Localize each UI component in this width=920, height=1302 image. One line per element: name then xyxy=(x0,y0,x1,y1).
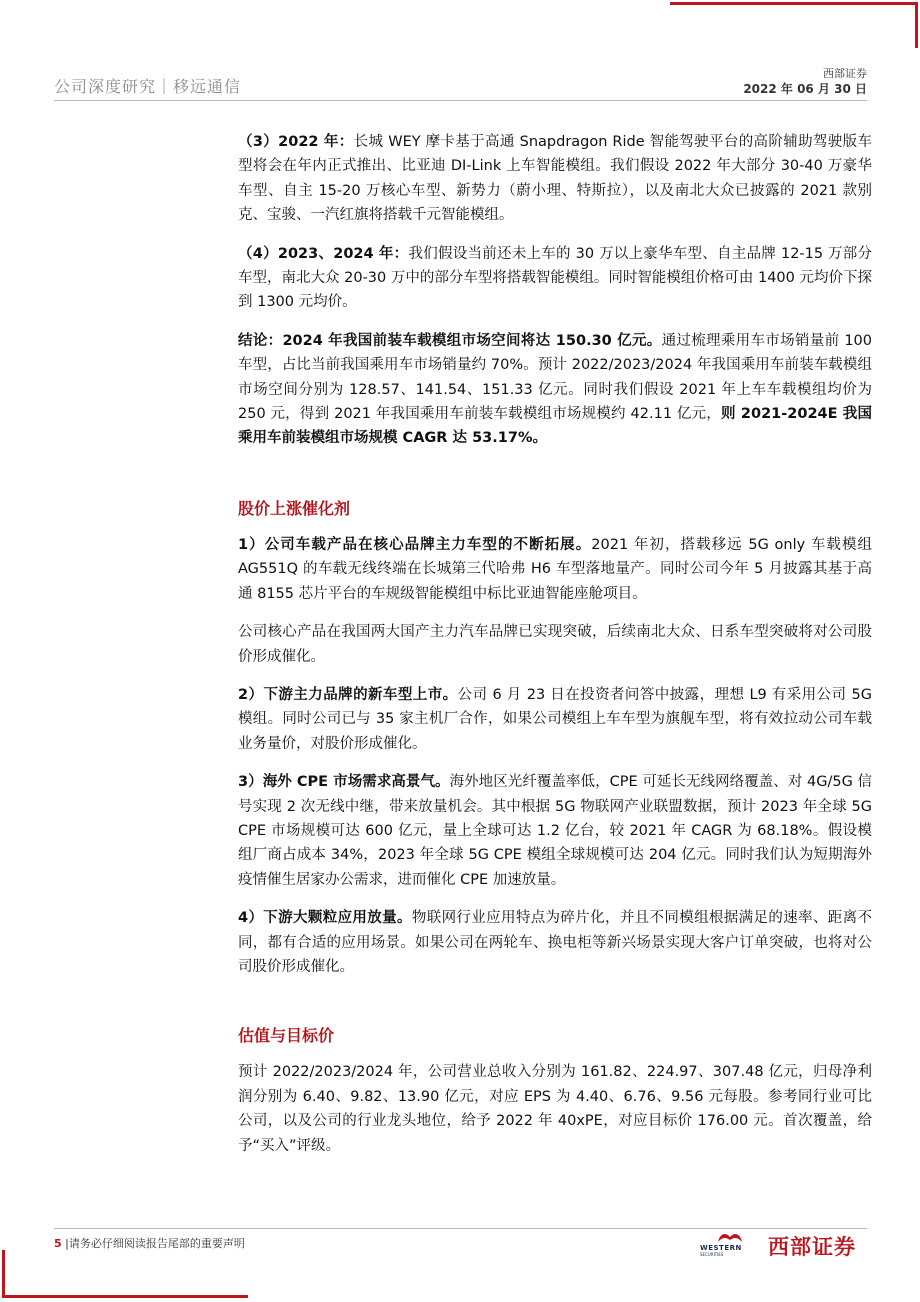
body-paragraph xyxy=(238,1060,872,1158)
bull-horn-icon xyxy=(716,1230,744,1244)
frame-corner-bottom-vertical xyxy=(2,1250,5,1298)
body-paragraph xyxy=(238,620,872,669)
paragraph-text: 长城 WEY 摩卡基于高通 Snapdragon Ride 智能驾驶平台的高阶辅助驾驶版车型将会在年内正式推出、比亚迪 DI-Link 上车智能模组。我们假设 2022 年大部分 30-40 万豪华车型、自主 15-20 万核心车型、新势力（蔚小理、特斯拉），以及南北大众已披露的 2021 款别克、宝骏、一汽红旗将搭载千元智能模组。 xyxy=(238,134,872,224)
frame-corner-bottom xyxy=(2,1295,248,1298)
paragraph-text: 2021 年初，搭载移远 5G only 车载模组 AG551Q 的车载无线终端在长城第三代哈弗 H6 车型落地量产。同时公司今年 5 月披露其基于高通 8155 芯片平台的车规级智能模组中标比亚迪智能座舱项目。 xyxy=(238,536,872,602)
bold-lead-text: 则 2021-2024E 我国乘用车前装模组市场规模 CAGR 达 53.17%。 xyxy=(238,406,872,447)
body-paragraph xyxy=(238,683,872,756)
page-number: 5 xyxy=(54,1237,62,1250)
logo-en-text: WESTERN xyxy=(700,1244,742,1252)
body-paragraph xyxy=(238,130,872,228)
body-paragraph xyxy=(238,533,872,606)
footer-divider xyxy=(54,1228,867,1229)
paragraph-text: 公司 6 月 23 日在投资者问答中披露，理想 L9 有采用公司 5G 模组。同时公司已与 35 家主机厂合作，如果公司模组上车车型为旗舰车型，将有效拉动公司车载业务量价，对股价形成催化。 xyxy=(238,686,872,752)
footer-disclaimer: |请务必仔细阅读报告尾部的重要声明 xyxy=(65,1237,245,1250)
section-heading: 估值与目标价 xyxy=(238,1026,335,1046)
paragraph-text: 预计 2022/2023/2024 年，公司营业总收入分别为 161.82、224.97、307.48 亿元，归母净利润分别为 6.40、9.82、13.90 亿元，对应 EPS 为 4.40、6.76、9.56 元每股。参考同行业可比公司，以及公司的行业龙头地位，给予 2022 年 40xPE，对应目标价 176.00 元。首次覆盖，给予“买入”评级。 xyxy=(238,1064,872,1154)
bold-lead-text: 3）海外 CPE 市场需求高景气。 xyxy=(238,774,450,791)
logo-en-subtext: SECURITIES xyxy=(700,1252,724,1257)
section-heading: 股价上涨催化剂 xyxy=(238,498,351,518)
header-firm-name: 西部证券 xyxy=(823,67,867,80)
body-paragraph xyxy=(238,242,872,315)
bold-lead-text: （4）2023、2024 年： xyxy=(238,245,409,262)
bold-lead-text: （3）2022 年： xyxy=(238,134,354,150)
paragraph-text: 海外地区光纤覆盖率低，CPE 可延长无线网络覆盖、对 4G/5G 信号实现 2 次无线中继，带来放量机会。其中根据 5G 物联网产业联盟数据，预计 2023 年全球 5G CPE 市场规模可达 600 亿元，量上全球可达 1.2 亿台，较 2021 年 CAGR 为 68.18%。假设模组厂商占成本 34%，2023 年全球 5G CPE 模组全球规模可达 204 亿元。同时我们认为短期海外疫情催生居家办公需求，进而催化 CPE 加速放量。 xyxy=(238,774,873,888)
bold-lead-text: 1）公司车载产品在核心品牌主力车型的不断拓展。 xyxy=(238,536,592,553)
paragraph-text: 物联网行业应用特点为碎片化，并且不同模组根据满足的速率、距离不同，都有合适的应用场景。如果公司在两轮车、换电柜等新兴场景实现大客户订单突破，也将对公司股价形成催化。 xyxy=(238,910,873,975)
bold-lead-text: 2）下游主力品牌的新车型上市。 xyxy=(238,686,458,703)
report-body xyxy=(238,130,872,1172)
bold-lead-text: 结论：2024 年我国前装车载模组市场空间将达 150.30 亿元。 xyxy=(238,332,662,349)
logo-cn-text: 西部证券 xyxy=(768,1235,856,1259)
frame-corner-top xyxy=(670,2,918,5)
header-divider xyxy=(54,100,867,101)
body-paragraph xyxy=(238,770,872,892)
footer xyxy=(54,1235,245,1251)
paragraph-text: 我们假设当前还未上车的 30 万以上豪华车型、自主品牌 12-15 万部分车型，南北大众 20-30 万中的部分车型将搭载智能模组。同时智能模组价格可由 1400 元均价下探到 1300 元均价。 xyxy=(238,245,872,311)
bold-lead-text: 4）下游大颗粒应用放量。 xyxy=(238,910,412,927)
body-paragraph xyxy=(238,329,872,451)
body-paragraph xyxy=(238,906,872,979)
report-header-title: 公司深度研究｜移远通信 xyxy=(54,77,242,96)
paragraph-text: 通过梳理乘用车市场销量前 100 车型，占比当前我国乘用车市场销量约 70%。预计 2022/2023/2024 年我国乘用车前装车载模组市场空间分别为 128.57、141.54、151.33 亿元。同时我们假设 2021 年上车车载模组均价为 250 元，得到 2021 年我国乘用车前装车载模组市场规模约 42.11 亿元， xyxy=(238,332,872,423)
header-date: 2022 年 06 月 30 日 xyxy=(743,82,867,96)
frame-corner-top-vertical xyxy=(915,2,918,48)
paragraph-text: 公司核心产品在我国两大国产主力汽车品牌已实现突破，后续南北大众、日系车型突破将对公司股价形成催化。 xyxy=(238,624,872,665)
western-securities-logo xyxy=(700,1230,870,1258)
